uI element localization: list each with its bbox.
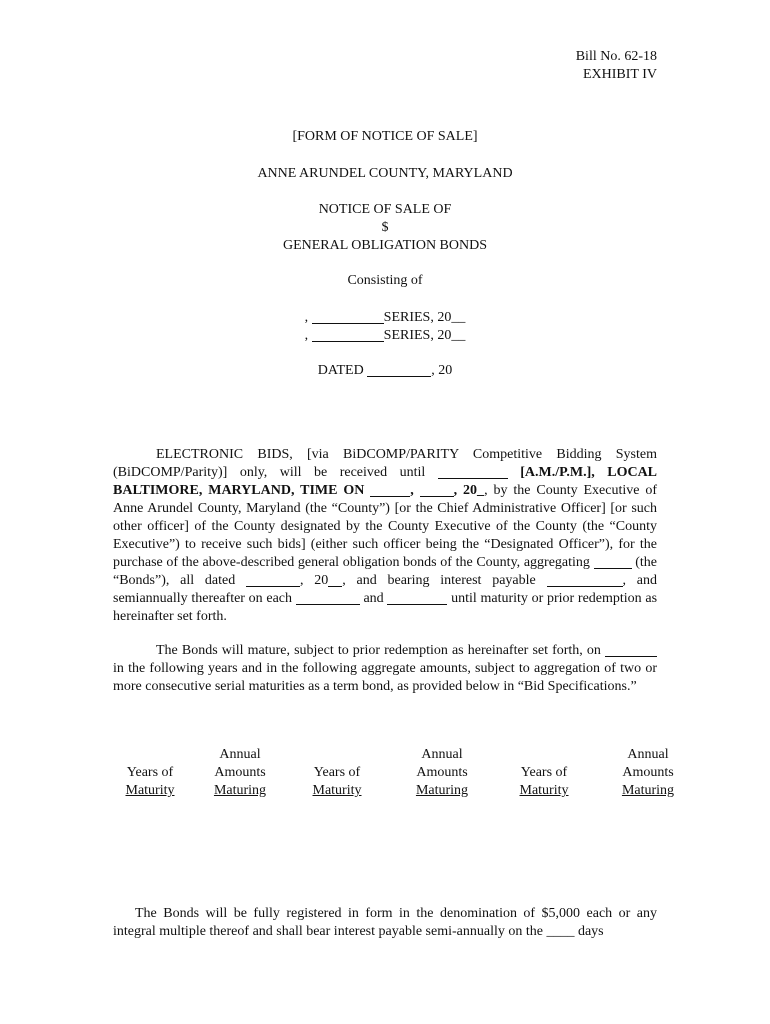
blank-field [547,573,623,587]
paragraph-maturity: The Bonds will mature, subject to prior redemption as hereinafter set forth, on in the following years and in the following aggregate amounts, subject to aggregation of two or more consecutive serial maturities as a term bond, as provided below in “Bid Specifications.” [113,643,657,694]
bill-info [576,48,657,84]
form-label: [FORM OF NOTICE OF SALE] [292,129,478,144]
blank-field [370,483,410,497]
blank-field [246,573,300,587]
header-annual-amounts-3: Annual Amounts Maturing [621,747,675,798]
blank-field [367,363,431,377]
blank-field [420,483,454,497]
paragraph-registration: The Bonds will be fully registered in form in the denomination of $5,000 each or any integral multiple thereof and shall bear interest payable semi-annually on the ____ days [113,906,657,939]
blank-field [312,328,384,342]
notice-heading: NOTICE OF SALE OF [318,202,452,217]
series-line-2: , SERIES, 20__ [304,328,466,343]
series-line-1: , SERIES, 20__ [304,310,466,325]
blank-field [438,465,508,479]
blank-field [387,591,447,605]
header-years-of-maturity-3: Years of Maturity [519,765,569,798]
header-annual-amounts-2: Annual Amounts Maturing [415,747,469,798]
bonds-heading: GENERAL OBLIGATION BONDS [282,238,488,253]
blank-field [328,573,342,587]
bill-number: Bill No. 62-18 [575,49,657,64]
header-annual-amounts-1: Annual Amounts Maturing [213,747,267,798]
dollar-amount: $ [381,220,389,235]
consisting-of: Consisting of [347,273,423,288]
dated-line: DATED , 20 [317,363,453,378]
blank-field [296,591,360,605]
header-years-of-maturity-2: Years of Maturity [312,765,362,798]
blank-field [594,555,632,569]
paragraph-electronic-bids: ELECTRONIC BIDS, [via BiDCOMP/PARITY Competitive Bidding System (BiDCOMP/Parity)] only, will be received until [A.M./P.M.], LOCAL BALTIMORE, MARYLAND, TIME ON , , 20_, by the County Executive of Anne Arundel County, Maryland (the “County”) [or the Chief Administrative Officer] [or such other officer] of the County designated by the County Executive of the County (the “County Executive”) to receive such bids] (either such officer being the “Designated Officer”), for the purchase of the above-described general obligation bonds of the County, aggregating (the “Bonds”), all dated , 20 , and bearing interest payable , and semiannually thereafter on each and until maturity or prior redemption as hereinafter set forth. [113,447,658,624]
header-years-of-maturity-1: Years of Maturity [125,765,175,798]
county-heading: ANNE ARUNDEL COUNTY, MARYLAND [257,166,513,181]
blank-field [312,310,384,324]
blank-field [605,643,657,657]
exhibit-label: EXHIBIT IV [582,67,657,82]
